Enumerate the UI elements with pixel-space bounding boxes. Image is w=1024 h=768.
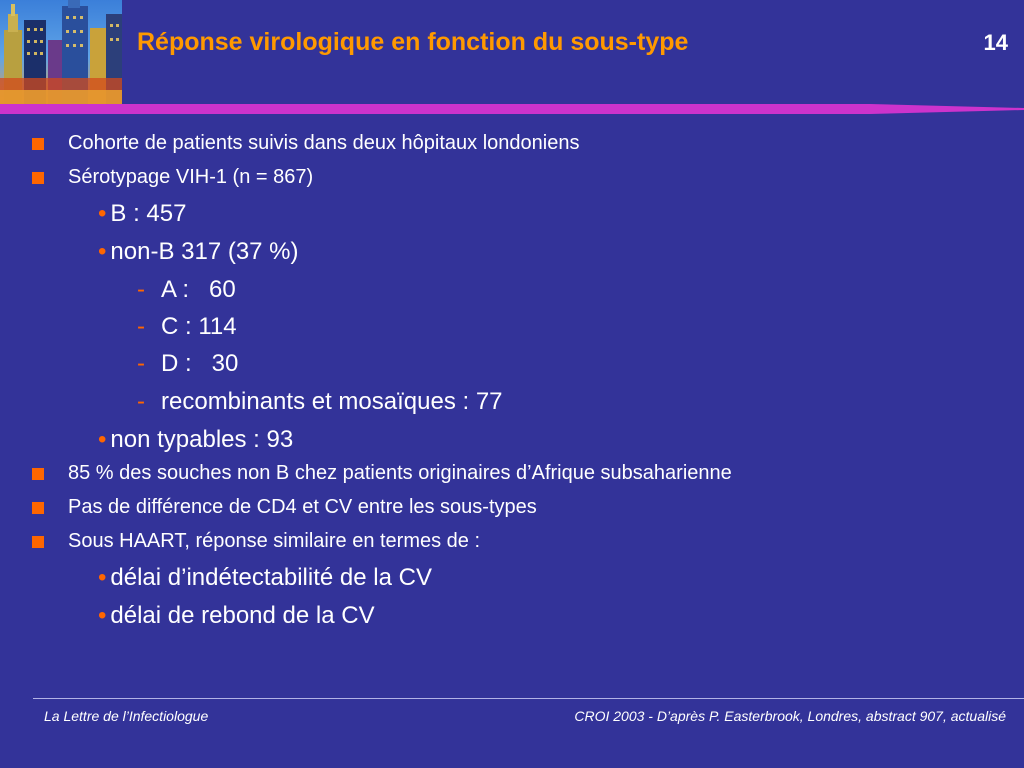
dash-bullet-icon: - <box>137 350 145 377</box>
dot-bullet-icon: • <box>98 200 107 227</box>
square-bullet-icon <box>32 536 44 548</box>
dash-bullet-icon: - <box>137 388 145 415</box>
sub-bullet-item: • non typables : 93 <box>98 426 294 453</box>
bullet-list: Cohorte de patients suivis dans deux hôpitaux londoniens Sérotypage VIH-1 (n = 867) • B : 457 • non-B 317 (37 %) - A : 60 - C : 114 - D : 30 - recombinants et mosaïques : 77 • non typables : 93 85 % des souches non B chez patients originaires d’Afrique subsaharienne Pas de différence de CD4 et CV entre les sous-types Sous HAART, réponse similaire en termes de : • délai d’indétectabilité de la CV • délai de rebond de la CV <box>0 0 1024 690</box>
square-bullet-icon <box>32 172 44 184</box>
slide-title: Réponse virologique en fonction du sous-type <box>137 28 689 56</box>
dash-bullet-icon: - <box>137 313 145 340</box>
sub-bullet-item: • non-B 317 (37 %) <box>98 238 299 265</box>
sub-sub-bullet-item: - D : 30 <box>137 350 239 377</box>
sub-bullet-item: • délai d’indétectabilité de la CV <box>98 564 432 591</box>
square-bullet-icon <box>32 138 44 150</box>
footer-source: CROI 2003 - D’après P. Easterbrook, Londres, abstract 907, actualisé <box>574 708 1006 724</box>
sub-sub-bullet-item: - A : 60 <box>137 276 236 303</box>
slide-number: 14 <box>983 30 1008 55</box>
dot-bullet-icon: • <box>98 564 107 591</box>
sub-bullet-item: • délai de rebond de la CV <box>98 602 375 629</box>
sub-sub-bullet-item: - C : 114 <box>137 313 237 340</box>
square-bullet-icon <box>32 502 44 514</box>
dash-bullet-icon: - <box>137 276 145 303</box>
dot-bullet-icon: • <box>98 426 107 453</box>
footer-publication: La Lettre de l’Infectiologue <box>44 708 209 724</box>
dot-bullet-icon: • <box>98 602 107 629</box>
sub-sub-bullet-item: - recombinants et mosaïques : 77 <box>137 388 503 415</box>
dot-bullet-icon: • <box>98 238 107 265</box>
footer-divider <box>33 698 1024 699</box>
sub-bullet-item: • B : 457 <box>98 200 187 227</box>
square-bullet-icon <box>32 468 44 480</box>
